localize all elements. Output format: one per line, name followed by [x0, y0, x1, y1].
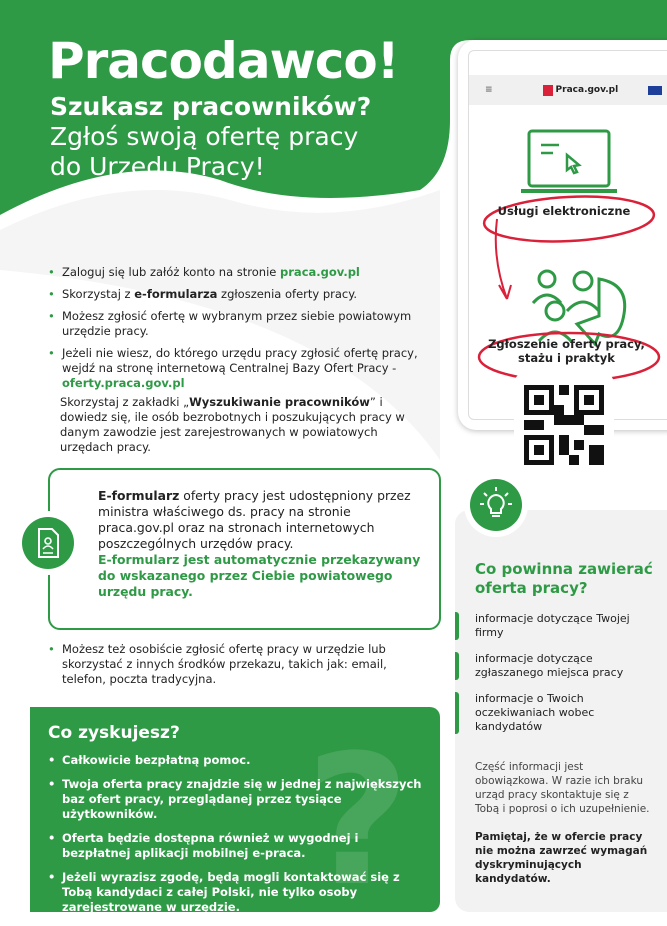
personal-list	[48, 642, 408, 694]
offer-warning: Pamiętaj, że w ofercie pracy nie można zawrzeć wymagań dyskryminujących kandydatów.	[475, 831, 648, 885]
subheadline-2: do Urzędu Pracy!	[50, 152, 265, 181]
list-item: informacje dotyczące Twojej firmy	[475, 612, 653, 640]
offer-content-panel	[455, 510, 667, 912]
list-item: informacje dotyczące zgłaszanego miejsca pracy	[475, 652, 653, 680]
qr-code[interactable]	[514, 372, 614, 478]
question-mark-watermark: ?	[305, 717, 410, 926]
eu-flag-icon	[648, 86, 662, 95]
list-item: • Możesz też osobiście zgłosić ofertę pracy w urzędzie lub skorzystać z innych środków przekazu, takich jak: email, telefon, poczta tradycyjna.	[48, 642, 408, 687]
document-user-icon	[22, 517, 74, 569]
emblem-icon	[543, 85, 553, 96]
page-title: Pracodawco!	[48, 32, 399, 90]
benefits-title: Co zyskujesz?	[48, 723, 180, 743]
list-item: • Całkowicie bezpłatną pomoc.	[48, 753, 422, 768]
offer-note: Część informacji jest obowiązkowa. W razie ich braku urząd pracy skontaktuje się z Tobą i poprosi o ich uzupełnienie.	[475, 761, 650, 815]
lightbulb-icon	[470, 479, 522, 531]
tab-hint: Skorzystaj z zakładki „Wyszukiwanie pracowników” i dowiedz się, ile osób bezrobotnych i poszukujących pracy w danym zawodzie jest zarejestrowanych w powiatowych urzędach pracy.	[60, 395, 405, 454]
praca-link[interactable]: praca.gov.pl	[280, 265, 360, 279]
list-item: • Skorzystaj z e-formularza zgłoszenia oferty pracy.	[48, 287, 448, 302]
list-item: • Jeżeli nie wiesz, do którego urzędu pracy zgłosić ofertę pracy, wejdź na stronę internetową Centralnej Bazy Ofert Pracy - oferty.praca.gov.pl	[48, 346, 448, 391]
eform-box: E-formularz oferty pracy jest udostępniony przez ministra właściwego ds. pracy na stronie praca.gov.pl oraz na stronach internetowych poszczególnych urzędów pracy. E-formularz jest automatycznie przekazywany do wskazanego przez Ciebie powiatowego urzędu pracy.	[48, 468, 441, 630]
services-label: Usługi elektroniczne	[497, 204, 631, 218]
menu-icon[interactable]: ≡	[485, 85, 493, 95]
list-item: • Twoja oferta pracy znajdzie się w jednej z największych baz ofert pracy, przeglądanej przez tysiące użytkowników.	[48, 777, 422, 822]
offer-label: Zgłoszenie oferty pracy, stażu i praktyk	[488, 337, 645, 365]
list-item: informacje o Twoich oczekiwaniach wobec kandydatów	[475, 692, 653, 734]
site-name: Praca.gov.pl	[555, 85, 619, 95]
list-item: • Oferta będzie dostępna również w wygodnej i bezpłatnej aplikacji mobilnej e-praca.	[48, 831, 422, 861]
benefits-section	[30, 707, 440, 926]
list-item: • Możesz zgłosić ofertę w wybranym przez siebie powiatowym urzędzie pracy.	[48, 309, 448, 339]
subheadline-1: Zgłoś swoją ofertę pracy	[50, 122, 359, 151]
oferty-link[interactable]: oferty.praca.gov.pl	[62, 376, 185, 390]
list-item: • Jeżeli wyrazisz zgodę, będą mogli kontaktować się z Tobą kandydaci z całej Polski, nie tylko osoby zarejestrowane w urzędzie.	[48, 870, 422, 915]
list-item: • Zaloguj się lub załóż konto na stronie praca.gov.pl	[48, 265, 448, 280]
offer-title: Co powinna zawierać oferta pracy?	[475, 560, 653, 597]
steps-list	[48, 265, 448, 398]
headline: Szukasz pracowników?	[50, 92, 372, 121]
